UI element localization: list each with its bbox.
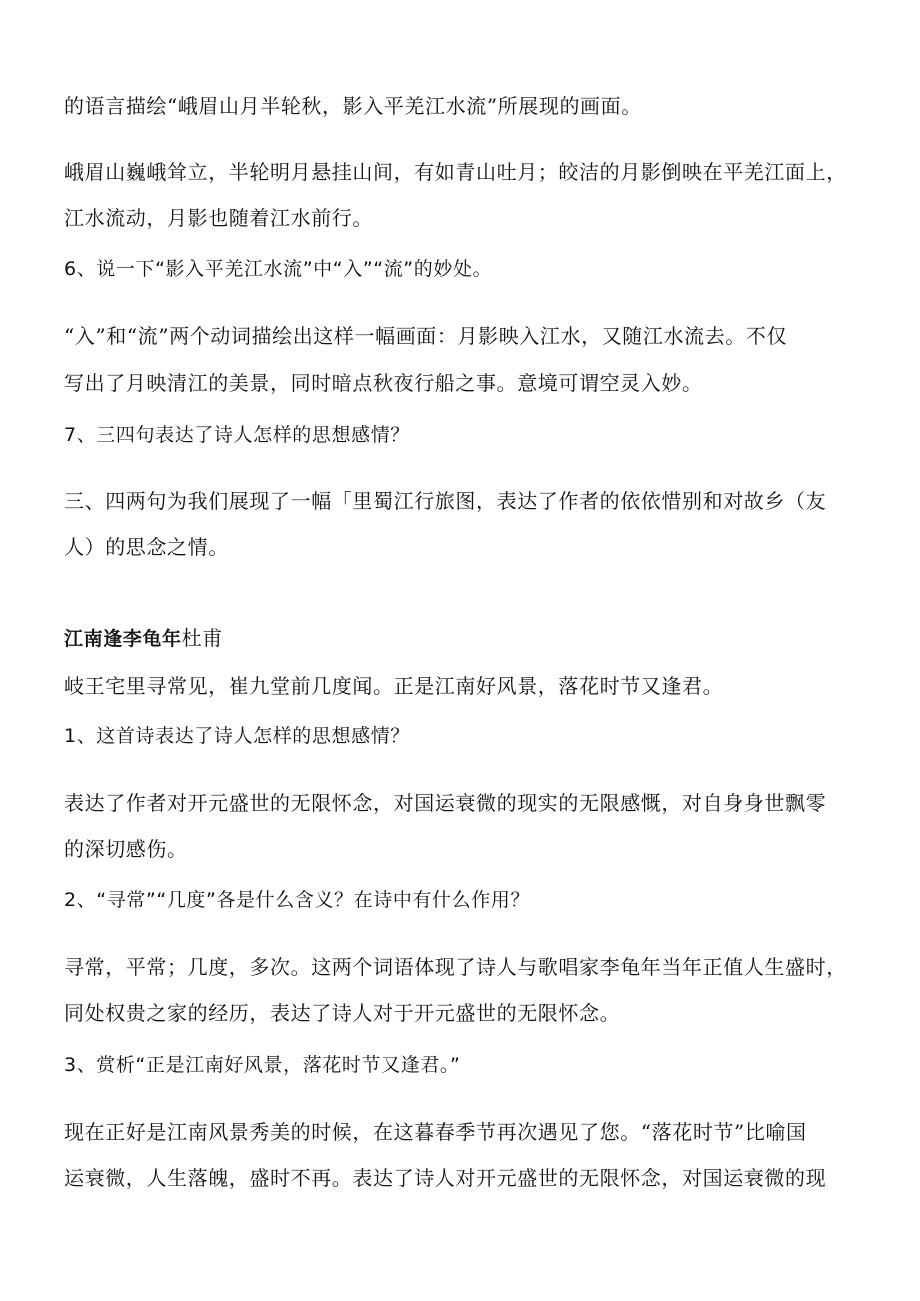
paragraph-line: 的语言描绘“峨眉山月半轮秋，影入平羌江水流”所展现的画面。 <box>64 94 642 118</box>
paragraph-line: 同处权贵之家的经历，表达了诗人对于开元盛世的无限怀念。 <box>64 1001 621 1025</box>
poem-text: 岐王宅里寻常见，崔九堂前几度闻。正是江南好风景，落花时节又逢君。 <box>64 674 724 698</box>
question-2: 2、“寻常”“几度”各是什么含义？在诗中有什么作用？ <box>64 889 531 911</box>
poem-title: 江南逢李龟年 <box>64 628 182 650</box>
paragraph-line: 江水流动，月影也随着江水前行。 <box>64 206 373 230</box>
question-6: 6、说一下“影入平羌江水流”中“入”“流”的妙处。 <box>64 258 493 280</box>
paragraph-line: “入”和“流”两个动词描绘出这样一幅画面：月影映入江水，又随江水流去。不仅 <box>64 324 788 348</box>
paragraph-line: 运衰微，人生落魄，盛时不再。表达了诗人对开元盛世的无限怀念，对国运衰微的现 <box>64 1166 827 1190</box>
question-1: 1、这首诗表达了诗人怎样的思想感情？ <box>64 725 410 747</box>
paragraph-line: 表达了作者对开元盛世的无限怀念，对国运衰微的现实的无限感慨，对自身身世飘零 <box>64 791 827 815</box>
poem-author: 杜甫 <box>181 626 223 650</box>
paragraph-line: 人）的思念之情。 <box>64 535 229 559</box>
paragraph-line: 写出了月映清江的美景，同时暗点秋夜行船之事。意境可谓空灵入妙。 <box>64 371 703 395</box>
question-7: 7、三四句表达了诗人怎样的思想感情？ <box>64 424 410 446</box>
paragraph-line: 的深切感伤。 <box>64 837 188 861</box>
paragraph-line: 寻常，平常；几度，多次。这两个词语体现了诗人与歌唱家李龟年当年正值人生盛时， <box>64 955 847 979</box>
paragraph-line: 三、四两句为我们展现了一幅「里蜀江行旅图，表达了作者的依依惜别和对故乡（友 <box>64 489 827 513</box>
paragraph-line: 峨眉山巍峨耸立，半轮明月悬挂山间，有如青山吐月；皎洁的月影倒映在平羌江面上， <box>64 160 847 184</box>
paragraph-line: 现在正好是江南风景秀美的时候，在这暮春季节再次遇见了您。“落花时节”比喻国 <box>64 1120 807 1144</box>
question-3: 3、赏析“正是江南好风景，落花时节又逢君。” <box>64 1054 461 1076</box>
poem-heading <box>64 624 864 653</box>
